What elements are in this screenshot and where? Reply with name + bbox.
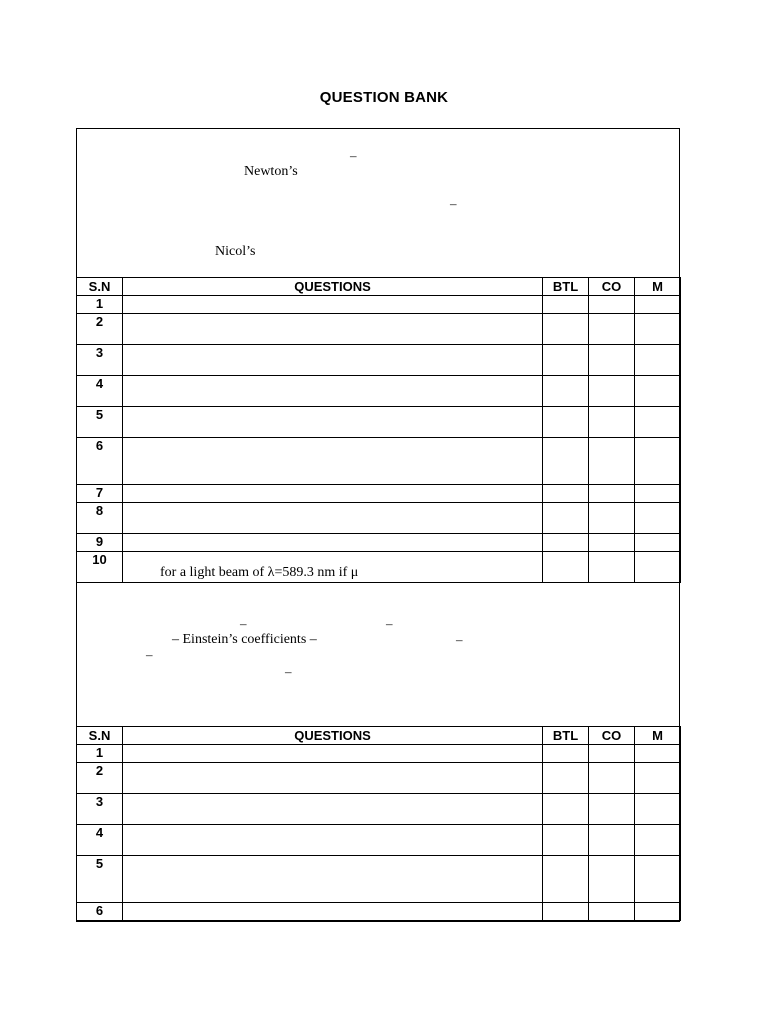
co-cell — [589, 745, 635, 763]
row-number: 4 — [77, 825, 123, 856]
marks-cell — [635, 376, 681, 407]
row-number: 6 — [77, 903, 123, 921]
table-row — [77, 903, 681, 921]
co-cell — [589, 534, 635, 552]
co-cell — [589, 503, 635, 534]
btl-cell — [543, 314, 589, 345]
page-title: QUESTION BANK — [319, 89, 449, 106]
co-cell — [589, 825, 635, 856]
co-cell — [589, 407, 635, 438]
syllabus-dash: – — [386, 616, 393, 631]
header-sn: S.N — [77, 727, 123, 745]
table-row — [77, 407, 681, 438]
question-cell — [123, 534, 543, 552]
table-row — [77, 314, 681, 345]
btl-cell — [543, 856, 589, 903]
syllabus-dash: – — [456, 632, 463, 647]
row-number: 8 — [77, 503, 123, 534]
question-cell — [123, 438, 543, 485]
header-btl: BTL — [543, 278, 589, 296]
co-cell — [589, 345, 635, 376]
co-cell — [589, 376, 635, 407]
btl-cell — [543, 503, 589, 534]
marks-cell — [635, 745, 681, 763]
question-cell — [123, 745, 543, 763]
question-cell — [123, 552, 543, 583]
header-m: M — [635, 727, 681, 745]
btl-cell — [543, 745, 589, 763]
syllabus-newton: Newton’s — [244, 164, 298, 179]
marks-cell — [635, 314, 681, 345]
btl-cell — [543, 794, 589, 825]
marks-cell — [635, 903, 681, 921]
question-table-unit-1 — [76, 277, 681, 583]
co-cell — [589, 485, 635, 503]
question-cell — [123, 503, 543, 534]
co-cell — [589, 763, 635, 794]
syllabus-einstein: – Einstein’s coefficients – — [172, 632, 317, 647]
btl-cell — [543, 345, 589, 376]
syllabus-dash: – — [240, 616, 247, 631]
header-m: M — [635, 278, 681, 296]
row-number: 3 — [77, 345, 123, 376]
row-number: 1 — [77, 745, 123, 763]
table-row — [77, 534, 681, 552]
btl-cell — [543, 825, 589, 856]
question-text: for a light beam of λ=589.3 nm if μ — [160, 565, 359, 580]
marks-cell — [635, 407, 681, 438]
btl-cell — [543, 296, 589, 314]
row-number: 4 — [77, 376, 123, 407]
co-cell — [589, 794, 635, 825]
header-btl: BTL — [543, 727, 589, 745]
question-cell — [123, 794, 543, 825]
row-number: 5 — [77, 856, 123, 903]
row-number: 10 — [77, 552, 123, 583]
table-row — [77, 503, 681, 534]
question-cell — [123, 485, 543, 503]
btl-cell — [543, 903, 589, 921]
row-number: 1 — [77, 296, 123, 314]
btl-cell — [543, 438, 589, 485]
table-row — [77, 485, 681, 503]
btl-cell — [543, 485, 589, 503]
marks-cell — [635, 856, 681, 903]
table-row — [77, 745, 681, 763]
syllabus-nicol: Nicol’s — [215, 244, 256, 259]
co-cell — [589, 438, 635, 485]
btl-cell — [543, 534, 589, 552]
marks-cell — [635, 825, 681, 856]
question-cell — [123, 856, 543, 903]
question-cell — [123, 345, 543, 376]
marks-cell — [635, 552, 681, 583]
table-row — [77, 296, 681, 314]
co-cell — [589, 552, 635, 583]
header-co: CO — [589, 278, 635, 296]
question-cell — [123, 314, 543, 345]
table-row — [77, 345, 681, 376]
marks-cell — [635, 345, 681, 376]
co-cell — [589, 314, 635, 345]
marks-cell — [635, 763, 681, 794]
syllabus-dash: – — [285, 664, 292, 679]
table-row — [77, 856, 681, 903]
marks-cell — [635, 534, 681, 552]
header-sn: S.N — [77, 278, 123, 296]
row-number: 2 — [77, 314, 123, 345]
syllabus-dash: – — [350, 148, 357, 163]
table-row — [77, 763, 681, 794]
btl-cell — [543, 407, 589, 438]
marks-cell — [635, 485, 681, 503]
table-row — [77, 376, 681, 407]
row-number: 3 — [77, 794, 123, 825]
table-row — [77, 825, 681, 856]
header-co: CO — [589, 727, 635, 745]
row-number: 5 — [77, 407, 123, 438]
row-number: 6 — [77, 438, 123, 485]
table-row — [77, 794, 681, 825]
question-table-unit-2 — [76, 726, 681, 921]
co-cell — [589, 856, 635, 903]
header-questions: QUESTIONS — [123, 727, 543, 745]
btl-cell — [543, 376, 589, 407]
btl-cell — [543, 552, 589, 583]
co-cell — [589, 296, 635, 314]
question-cell — [123, 763, 543, 794]
co-cell — [589, 903, 635, 921]
row-number: 7 — [77, 485, 123, 503]
marks-cell — [635, 794, 681, 825]
header-questions: QUESTIONS — [123, 278, 543, 296]
table-row — [77, 438, 681, 485]
question-cell — [123, 903, 543, 921]
marks-cell — [635, 438, 681, 485]
marks-cell — [635, 503, 681, 534]
table-row — [77, 552, 681, 583]
row-number: 9 — [77, 534, 123, 552]
question-cell — [123, 825, 543, 856]
btl-cell — [543, 763, 589, 794]
syllabus-dash: – — [146, 647, 153, 662]
question-cell — [123, 407, 543, 438]
row-number: 2 — [77, 763, 123, 794]
marks-cell — [635, 296, 681, 314]
question-cell — [123, 376, 543, 407]
question-cell — [123, 296, 543, 314]
syllabus-dash: – — [450, 196, 457, 211]
